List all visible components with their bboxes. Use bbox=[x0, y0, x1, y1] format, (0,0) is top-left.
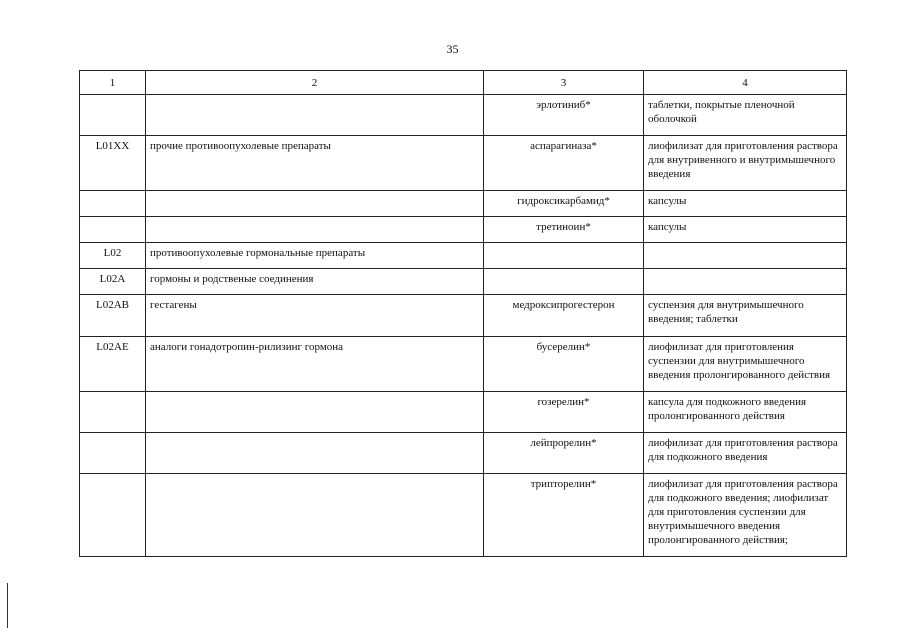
atc-code-cell bbox=[80, 95, 146, 136]
atc-group-cell: прочие противоопухолевые препараты bbox=[146, 136, 484, 191]
atc-code-cell bbox=[80, 392, 146, 433]
dosage-form-cell: капсулы bbox=[644, 191, 847, 217]
atc-code-cell: L02AE bbox=[80, 337, 146, 392]
margin-line bbox=[7, 583, 8, 628]
atc-code-cell bbox=[80, 433, 146, 474]
atc-code-cell bbox=[80, 217, 146, 243]
atc-group-cell bbox=[146, 95, 484, 136]
header-col-2: 2 bbox=[146, 71, 484, 95]
drug-name-cell: гозерелин* bbox=[484, 392, 644, 433]
table-row bbox=[80, 433, 847, 474]
table-row bbox=[80, 136, 847, 191]
drug-name-cell bbox=[484, 243, 644, 269]
table-row bbox=[80, 269, 847, 295]
table-row bbox=[80, 217, 847, 243]
dosage-form-cell: лиофилизат для приготовления раствора для подкожного введения bbox=[644, 433, 847, 474]
table-row bbox=[80, 474, 847, 557]
dosage-form-cell: суспензия для внутримышечного введения; таблетки bbox=[644, 295, 847, 337]
table-row bbox=[80, 295, 847, 337]
table-row bbox=[80, 191, 847, 217]
table-row bbox=[80, 243, 847, 269]
dosage-form-cell bbox=[644, 269, 847, 295]
atc-group-cell bbox=[146, 392, 484, 433]
dosage-form-cell: лиофилизат для приготовления суспензии для внутримышечного введения пролонгированного действия bbox=[644, 337, 847, 392]
atc-group-cell bbox=[146, 474, 484, 557]
atc-group-cell bbox=[146, 433, 484, 474]
dosage-form-cell: лиофилизат для приготовления раствора для внутривенного и внутримышечного введения bbox=[644, 136, 847, 191]
drug-name-cell: третиноин* bbox=[484, 217, 644, 243]
atc-code-cell: L02AB bbox=[80, 295, 146, 337]
dosage-form-cell: капсулы bbox=[644, 217, 847, 243]
atc-code-cell: L02 bbox=[80, 243, 146, 269]
atc-group-cell: противоопухолевые гормональные препараты bbox=[146, 243, 484, 269]
drug-name-cell: аспарагиназа* bbox=[484, 136, 644, 191]
atc-group-cell: гестагены bbox=[146, 295, 484, 337]
table-header-row bbox=[80, 71, 847, 95]
header-col-3: 3 bbox=[484, 71, 644, 95]
drug-name-cell bbox=[484, 269, 644, 295]
drug-name-cell: гидроксикарбамид* bbox=[484, 191, 644, 217]
dosage-form-cell bbox=[644, 243, 847, 269]
atc-code-cell: L01XX bbox=[80, 136, 146, 191]
header-col-1: 1 bbox=[80, 71, 146, 95]
atc-group-cell: гормоны и родственые соединения bbox=[146, 269, 484, 295]
page-number: 35 bbox=[446, 42, 459, 56]
drug-name-cell: трипторелин* bbox=[484, 474, 644, 557]
table-row bbox=[80, 392, 847, 433]
atc-group-cell: аналоги гонадотропин-рилизинг гормона bbox=[146, 337, 484, 392]
drug-name-cell: медроксипрогестерон bbox=[484, 295, 644, 337]
dosage-form-cell: таблетки, покрытые пленочной оболочкой bbox=[644, 95, 847, 136]
drug-name-cell: бусерелин* bbox=[484, 337, 644, 392]
table-row bbox=[80, 337, 847, 392]
atc-group-cell bbox=[146, 191, 484, 217]
table-row bbox=[80, 95, 847, 136]
atc-group-cell bbox=[146, 217, 484, 243]
atc-code-cell bbox=[80, 474, 146, 557]
drug-name-cell: эрлотиниб* bbox=[484, 95, 644, 136]
drug-name-cell: лейпрорелин* bbox=[484, 433, 644, 474]
atc-code-cell bbox=[80, 191, 146, 217]
dosage-form-cell: капсула для подкожного введения пролонгированного действия bbox=[644, 392, 847, 433]
dosage-form-cell: лиофилизат для приготовления раствора для подкожного введения; лиофилизат для приготовления суспензии для внутримышечного введения пролонгированного действия; bbox=[644, 474, 847, 557]
atc-code-cell: L02A bbox=[80, 269, 146, 295]
header-col-4: 4 bbox=[644, 71, 847, 95]
drug-table bbox=[79, 70, 847, 557]
